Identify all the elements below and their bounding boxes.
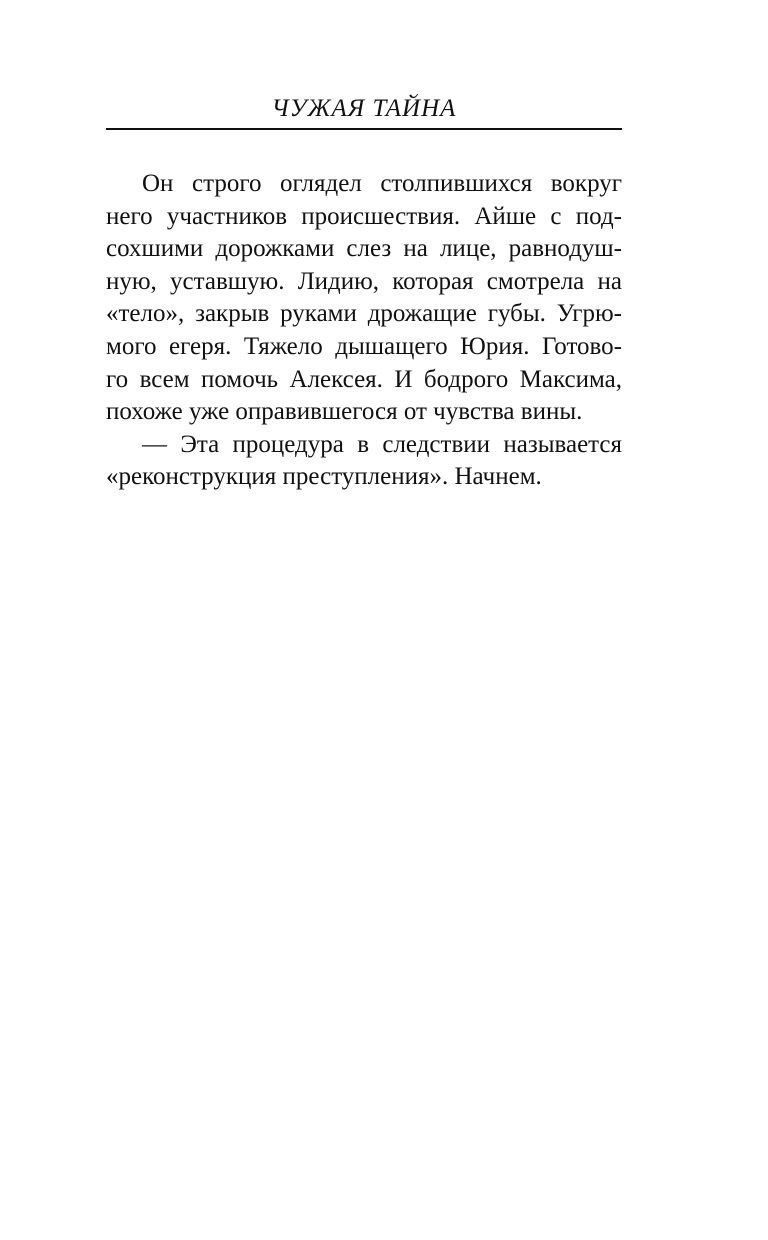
text-line: похоже уже оправившегося от чувства вины. [106, 398, 583, 426]
text-line: ную, уставшую. Лидию, которая смотрела на [106, 267, 622, 295]
paragraph-2 [106, 429, 622, 494]
text-line: мого егеря. Тяжело дышащего Юрия. Готово- [106, 332, 622, 360]
text-line: — Эта процедура в следствии называется [142, 430, 622, 458]
text-line: «тело», закрыв руками дрожащие губы. Угрю- [106, 300, 622, 328]
paragraph-1 [106, 168, 622, 429]
text-line: го всем помочь Алексея. И бодрого Максима, [106, 365, 622, 393]
text-line: него участников происшествия. Айше с под- [106, 202, 622, 230]
text-line: «реконструкция преступления». Начнем. [106, 463, 542, 491]
text-line: Он строго оглядел столпившихся вокруг [142, 170, 622, 197]
body-text [106, 168, 622, 494]
text-line: сохшими дорожками слез на лице, равнодуш- [106, 235, 622, 263]
running-title: ЧУЖАЯ ТАЙНА [271, 95, 457, 122]
book-page [106, 0, 622, 494]
header-rule [106, 128, 622, 130]
